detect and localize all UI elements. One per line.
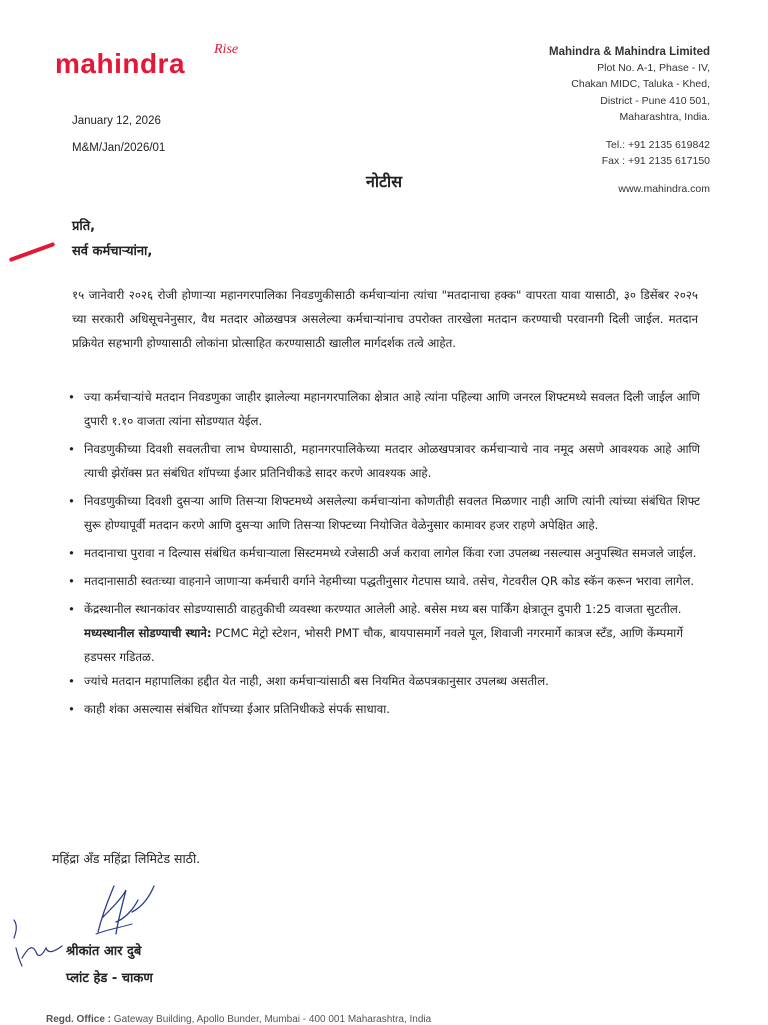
- list-item: [68, 385, 700, 433]
- list-item: [68, 669, 700, 693]
- bullet-icon: •: [68, 546, 75, 560]
- list-item: [68, 437, 700, 485]
- company-name: Mahindra & Mahindra Limited: [548, 46, 710, 58]
- list-item-text: ज्या कर्मचाऱ्यांचे मतदान निवडणुका जाहीर झालेल्या महानगरपालिका क्षेत्रात आहे त्यांना पहिल्या आणि जनरल शिफ्टमध्ये सवलत दिली जाईल आणि दुपारी १.१० वाजता त्यांना सोडण्यात येईल.: [84, 390, 700, 428]
- bullet-icon: •: [68, 494, 75, 508]
- bullet-icon: •: [68, 702, 75, 716]
- footer-label: Regd. Office :: [46, 1014, 112, 1025]
- list-item-text: ज्यांचे मतदान महापालिका हद्दीत येत नाही, अशा कर्मचाऱ्यांसाठी बस नियमित वेळपत्रकानुसार उपलब्ध असतील.: [84, 674, 549, 688]
- recipient-line-1: प्रति,: [72, 219, 96, 234]
- signatory-block: [66, 938, 153, 992]
- letter-date: January 12, 2026: [72, 115, 161, 127]
- bullet-icon: •: [68, 442, 75, 456]
- bullet-icon: •: [68, 574, 75, 588]
- letter-meta: [72, 108, 165, 162]
- signatory-designation: प्लांट हेड - चाकण: [66, 971, 153, 986]
- list-item: [68, 541, 700, 565]
- list-item: [68, 569, 700, 593]
- mahindra-rise-logo: [55, 42, 239, 80]
- fax: Fax : +91 2135 617150: [601, 155, 710, 168]
- address-line: District - Pune 410 501,: [600, 94, 710, 107]
- list-item: [68, 489, 700, 537]
- bullet-icon: •: [68, 390, 75, 404]
- registered-office-footer: [46, 1014, 431, 1025]
- logo-tagline: Rise: [214, 42, 239, 57]
- address-spacer: [549, 125, 710, 137]
- recipient-line-2: सर्व कर्मचाऱ्यांना,: [72, 244, 153, 259]
- bullet-icon: •: [68, 602, 75, 616]
- drop-points-label: मध्यस्थानील सोडण्याची स्थाने:: [84, 626, 212, 640]
- footer-text: Gateway Building, Apollo Bunder, Mumbai - 400 001 Maharashtra, India: [111, 1014, 432, 1025]
- red-accent-stroke: [9, 242, 55, 262]
- recipient-block: [72, 214, 152, 264]
- initial-signature-image: [10, 918, 66, 968]
- address-line: Chakan MIDC, Taluka - Khed,: [571, 78, 710, 91]
- list-item-text: काही शंका असल्यास संबंधित शॉपच्या ईआर प्रतिनिधीकडे संपर्क साधावा.: [84, 702, 390, 716]
- list-item: [68, 597, 700, 621]
- signatory-name: श्रीकांत आर दुबे: [66, 944, 142, 959]
- list-item-text: केंद्रस्थानील स्थानकांवर सोडण्यासाठी वाहतुकीची व्यवस्था करण्यात आलेली आहे. बसेस मध्य बस पार्किंग क्षेत्रातून दुपारी 1:25 वाजता सुटतील.: [84, 602, 682, 616]
- closing-line: महिंद्रा अँड महिंद्रा लिमिटेड साठी.: [52, 851, 201, 866]
- address-line: Plot No. A-1, Phase - IV,: [597, 62, 710, 75]
- telephone: Tel.: +91 2135 619842: [605, 139, 710, 152]
- list-item-text: मतदानाचा पुरावा न दिल्यास संबंधित कर्मचाऱ्याला सिस्टममध्ये रजेसाठी अर्ज करावा लागेल किंवा रजा उपलब्ध नसल्यास अनुपस्थित समजले जाईल.: [84, 546, 697, 560]
- guidelines-list: [68, 385, 700, 721]
- notice-title: नोटीस: [365, 172, 403, 191]
- drop-points-text: PCMC मेट्रो स्टेशन, भोसरी PMT चौक, बायपासमार्गे नवले पूल, शिवाजी नगरमार्गे कात्रज स्टँड, आणि केंम्पमार्गे हडपसर गडितळ.: [84, 626, 683, 664]
- list-item-text: निवडणुकीच्या दिवशी सवलतीचा लाभ घेण्यासाठी, महानगरपालिकेच्या मतदार ओळखपत्रावर कर्मचाऱ्याचे नाव नमूद असणे आवश्यक आहे आणि त्याची झेरॉक्स प्रत संबंधित शॉपच्या ईआर प्रतिनिधीकडे सादर करणे आवश्यक आहे.: [84, 442, 700, 480]
- drop-points: [72, 621, 700, 669]
- signature-image: [92, 878, 162, 940]
- list-item-text: मतदानासाठी स्वतःच्या वाहनाने जाणाऱ्या कर्मचारी वर्गाने नेहमीच्या पद्धतीनुसार गेटपास घ्यावे. तसेच, गेटवरील QR कोड स्कॅन करून भरावा लागेल.: [84, 574, 695, 588]
- bullet-icon: •: [68, 674, 75, 688]
- intro-paragraph: १५ जानेवारी २०२६ रोजी होणाऱ्या महानगरपालिका निवडणुकीसाठी कर्मचाऱ्यांना त्यांचा "मतदानाचा हक्क" वापरता यावा यासाठी, ३० डिसेंबर २०२५ च्या सरकारी अधिसूचनेनुसार, वैध मतदार ओळखपत्र असलेल्या कर्मचाऱ्यांनाच उपरोक्त तारखेला मतदान करण्याची परवानगी दिली जाईल. मतदान प्रक्रियेत सहभागी होण्यासाठी लोकांना प्रोत्साहित करण्यासाठी खालील मार्गदर्शक तत्वे आहेत.: [72, 288, 698, 350]
- list-item: [68, 697, 700, 721]
- reference-number: M&M/Jan/2026/01: [72, 142, 166, 154]
- address-line: Maharashtra, India.: [619, 110, 710, 123]
- website-link[interactable]: www.mahindra.com: [618, 183, 710, 196]
- logo-wordmark: mahindra: [55, 48, 186, 79]
- list-item-text: निवडणुकीच्या दिवशी दुसऱ्या आणि तिसऱ्या शिफ्टमध्ये असलेल्या कर्मचाऱ्यांना कोणतीही सवलत मिळणार नाही आणि त्यांनी त्यांच्या संबंधित शिफ्ट सुरू होण्यापूर्वी मतदान करणे आणि दुसऱ्या आणि तिसऱ्या शिफ्टच्या नियोजित वेळेनुसार कामावर हजर राहणे अपेक्षित आहे.: [84, 494, 700, 532]
